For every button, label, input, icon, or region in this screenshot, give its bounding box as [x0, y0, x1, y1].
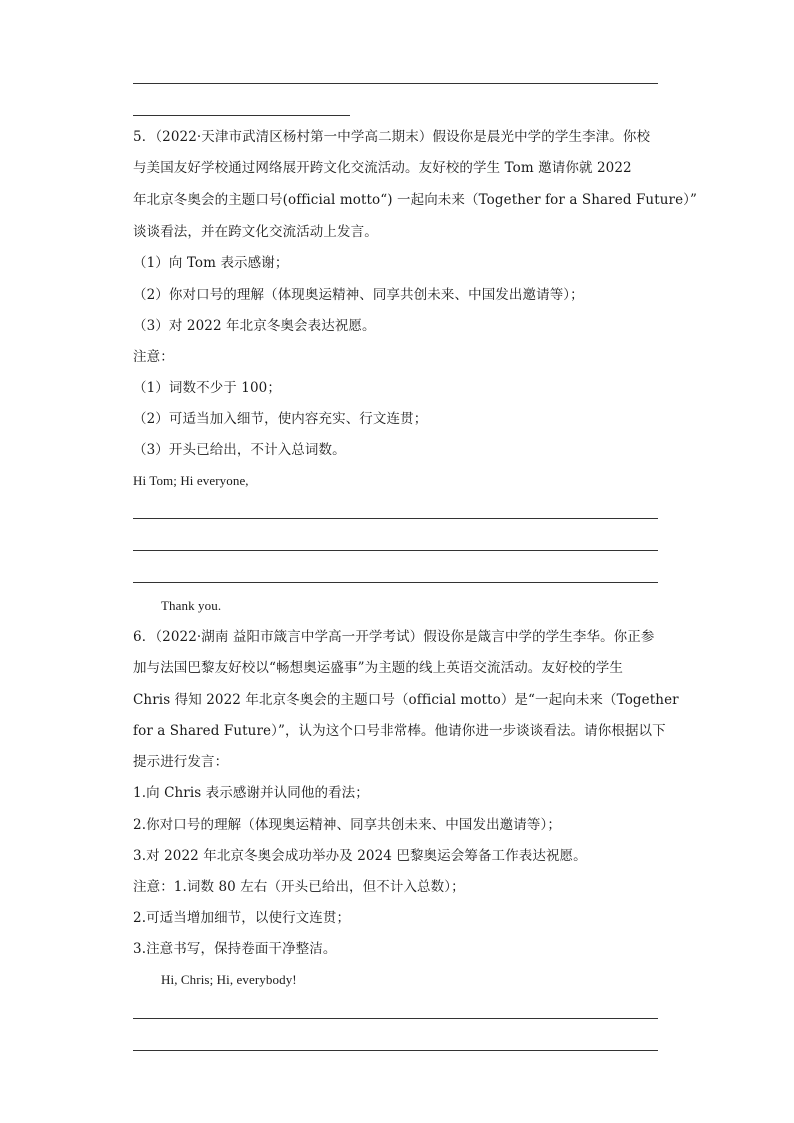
q5-note: （2）可适当加入细节，使内容充实、行文连贯； — [133, 411, 428, 427]
q6-requirement: 1.向 Chris 表示感谢并认同他的看法； — [133, 785, 369, 801]
q6-requirement: 2.你对口号的理解（体现奥运精神、同享共创未来、中国发出邀请等）； — [133, 817, 561, 833]
q6-greeting: Hi, Chris; Hi, everybody! — [161, 972, 297, 987]
q5-note-heading: 注意： — [133, 349, 174, 365]
q6-requirement: 3.对 2022 年北京冬奥会成功举办及 2024 巴黎奥运会筹备工作表达祝愿。 — [133, 848, 587, 864]
q6-note: 3.注意书写，保持卷面干净整洁。 — [133, 941, 337, 957]
q5-requirement: （2）你对口号的理解（体现奥运精神、同享共创未来、中国发出邀请等）； — [133, 287, 584, 303]
q5-line: 与美国友好学校通过网络展开跨文化交流活动。友好校的学生 Tom 邀请你就 2022 — [133, 160, 632, 176]
q6-note: 2.可适当增加细节，以使行文连贯； — [133, 910, 351, 926]
q5-closing: Thank you. — [161, 598, 222, 613]
answer-line — [133, 582, 658, 583]
answer-line — [133, 83, 658, 84]
q5-requirement: （3）对 2022 年北京冬奥会表达祝愿。 — [133, 318, 376, 334]
q6-line: 加与法国巴黎友好校以“畅想奥运盛事”为主题的线上英语交流活动。友好校的学生 — [133, 660, 624, 676]
answer-line — [133, 550, 658, 551]
q5-note: （3）开头已给出，不计入总词数。 — [133, 442, 346, 458]
answer-line — [133, 518, 658, 519]
q5-line: 5．（2022·天津市武清区杨村第一中学高二期末）假设你是晨光中学的学生李津。你校 — [133, 129, 651, 145]
q5-line: 年北京冬奥会的主题口号(official motto“) 一起向未来（Together for a Shared Future）” — [133, 192, 698, 208]
q5-requirement: （1）向 Tom 表示感谢； — [133, 255, 289, 271]
q6-line: Chris 得知 2022 年北京冬奥会的主题口号（official motto）是“一起向未来（Together — [133, 692, 679, 708]
q6-note: 注意：1.词数 80 左右（开头已给出，但不计入总数）； — [133, 879, 465, 895]
answer-line — [133, 1050, 658, 1051]
q6-line: for a Shared Future）”，认为这个口号非常棒。他请你进一步谈谈看法。请你根据以下 — [133, 723, 666, 739]
q5-note: （1）词数不少于 100； — [133, 380, 281, 396]
q5-line: 谈谈看法，并在跨文化交流活动上发言。 — [133, 224, 378, 240]
q6-line: 提示进行发言： — [133, 754, 229, 770]
answer-line — [133, 1018, 658, 1019]
answer-line-short — [133, 115, 350, 116]
q5-greeting: Hi Tom; Hi everyone, — [133, 473, 249, 488]
q6-line: 6．（2022·湖南 益阳市箴言中学高一开学考试）假设你是箴言中学的学生李华。你正参 — [133, 629, 655, 645]
